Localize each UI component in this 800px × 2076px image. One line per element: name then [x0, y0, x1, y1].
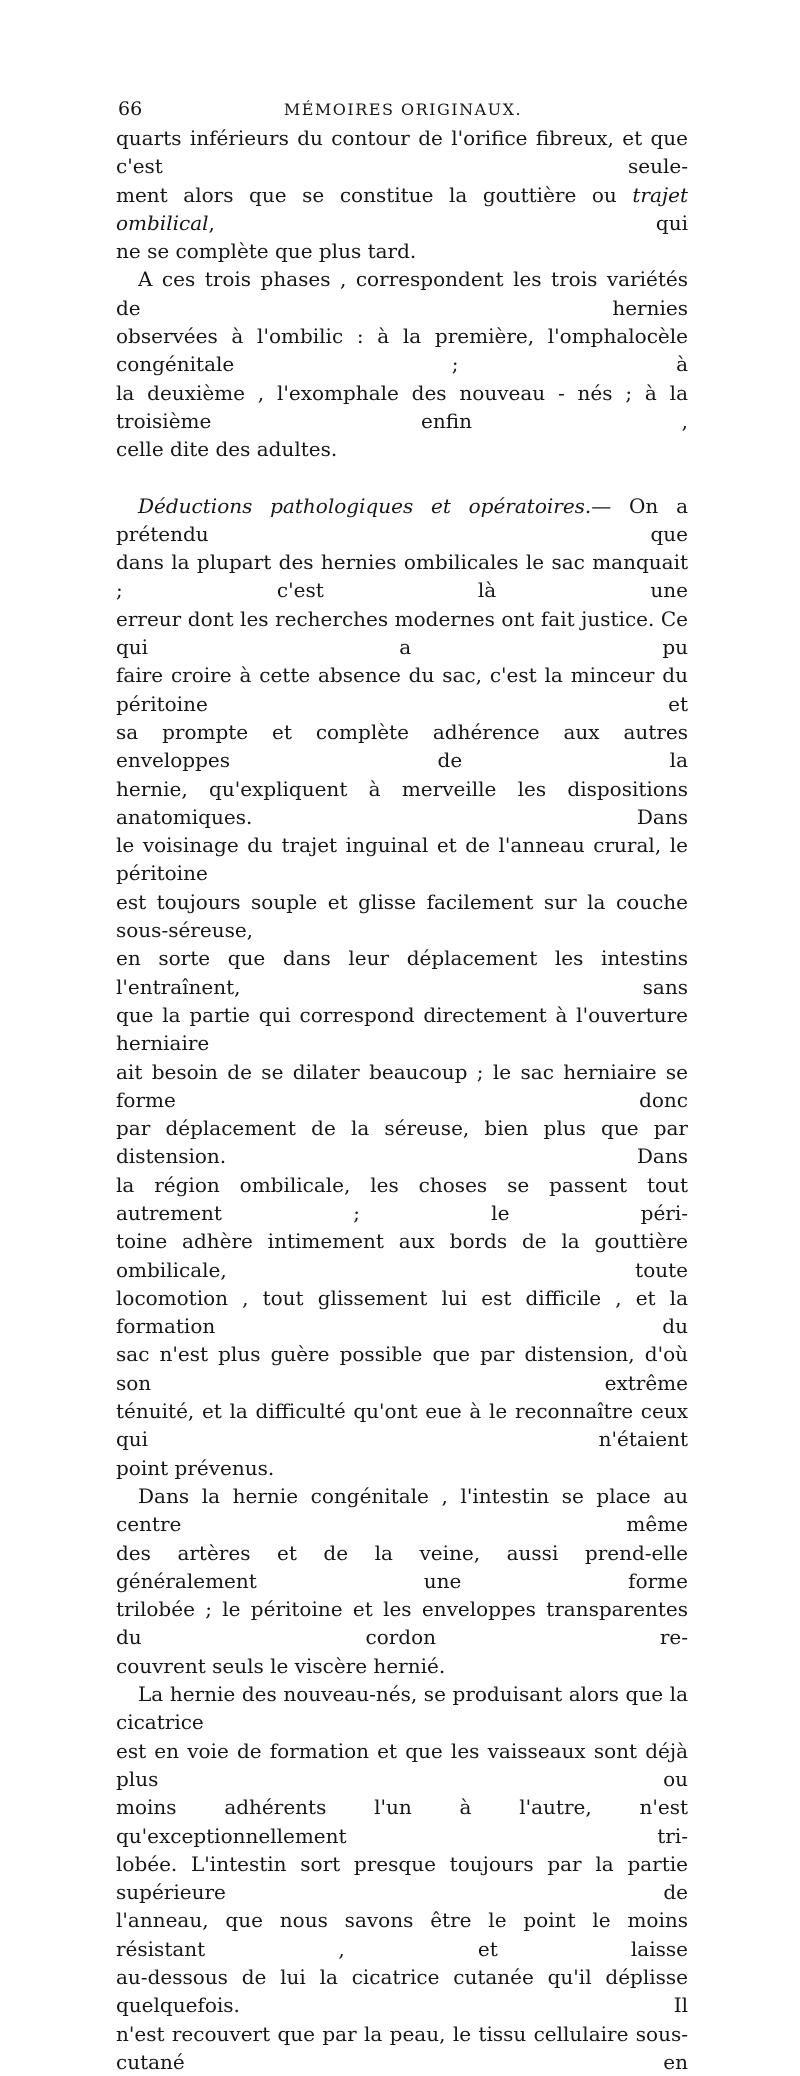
text-line: n'est recouvert que par la peau, le tissu cellulaire sous-cutané en: [116, 2021, 688, 2074]
text-line: quarts inférieurs du contour de l'orifice fibreux, et que c'est seule-: [116, 126, 688, 179]
text-line: hernie, qu'expliquent à merveille les dispositions anatomiques. Dans: [116, 776, 688, 829]
text-line: couvrent seuls le viscère hernié.: [116, 1653, 446, 1678]
paragraph: [116, 1482, 688, 1680]
text-line: Dans la hernie congénitale , l'intestin se place au centre même: [116, 1483, 688, 1537]
body-text: [116, 124, 688, 2076]
section-heading: Déductions pathologiques et opératoires.: [138, 493, 592, 518]
paragraph: [116, 124, 688, 265]
text-line: sac n'est plus guère possible que par distension, d'où son extrême: [116, 1342, 688, 1395]
text-line: celle dite des adultes.: [116, 437, 338, 462]
text-line: est toujours souple et glisse facilement sur la couche sous-séreuse,: [116, 889, 688, 943]
text-line: observées à l'ombilic : à la première, l'omphalocèle congénitale ; à: [116, 324, 688, 377]
text-line: trilobée ; le péritoine et les enveloppes transparentes du cordon re-: [116, 1597, 688, 1650]
text-run: , qui: [208, 210, 688, 235]
text-line: la deuxième , l'exomphale des nouveau - nés ; à la troisième enfin ,: [116, 380, 688, 433]
text-line: point prévenus.: [116, 1455, 275, 1480]
text-line: dans la plupart des hernies ombilicales le sac manquait ; c'est là une: [116, 550, 688, 603]
page-number: 66: [118, 98, 143, 120]
italic-term: trajet ombilical: [116, 182, 688, 235]
text-line: lobée. L'intestin sort presque toujours par la partie supérieure de: [116, 1851, 688, 1905]
text-line: faire croire à cette absence du sac, c'est la minceur du péritoine et: [116, 663, 688, 716]
text-line: toine adhère intimement aux bords de la gouttière ombilicale, toute: [116, 1229, 688, 1282]
text-line: ne se complète que plus tard.: [116, 239, 417, 264]
text-line: ténuité, et la difficulté qu'ont eue à le reconnaître ceux qui n'étaient: [116, 1399, 688, 1452]
text-line: par déplacement de la séreuse, bien plus que par distension. Dans: [116, 1116, 688, 1169]
text-line: locomotion , tout glissement lui est difficile , et la formation du: [116, 1285, 688, 1339]
text-line: sa prompte et complète adhérence aux autres enveloppes de la: [116, 719, 688, 773]
text-line: ait besoin de se dilater beaucoup ; le sac herniaire se forme donc: [116, 1059, 688, 1112]
text-line: A ces trois phases , correspondent les trois variétés de hernies: [116, 267, 688, 320]
text-line: [116, 181, 688, 238]
text-line: est en voie de formation et que les vaisseaux sont déjà plus ou: [116, 1738, 688, 1791]
text-line: des artères et de la veine, aussi prend-elle généralement une forme: [116, 1540, 688, 1593]
paragraph: [116, 265, 688, 463]
page-header: [118, 98, 688, 126]
text-line: la région ombilicale, les choses se passent tout autrement ; le péri-: [116, 1172, 688, 1225]
text-line: [116, 492, 688, 549]
paragraph: [116, 1680, 688, 2076]
text-line: le voisinage du trajet inguinal et de l'anneau crural, le péritoine: [116, 833, 688, 886]
paragraph: [116, 492, 688, 1482]
text-run: — On a prétendu que: [116, 493, 688, 546]
text-line: en sorte que dans leur déplacement les intestins l'entraînent, sans: [116, 946, 688, 999]
text-line: au-dessous de lui la cicatrice cutanée qu'il déplisse quelquefois. Il: [116, 1965, 688, 2018]
text-run: ment alors que se constitue la gouttière ou: [116, 182, 617, 207]
text-line: La hernie des nouveau-nés, se produisant alors que la cicatrice: [116, 1682, 688, 1735]
running-title: MÉMOIRES ORIGINAUX.: [283, 100, 523, 119]
text-line: l'anneau, que nous savons être le point le moins résistant , et laisse: [116, 1908, 688, 1961]
text-line: que la partie qui correspond directement à l'ouverture herniaire: [116, 1002, 688, 1056]
text-line: erreur dont les recherches modernes ont fait justice. Ce qui a pu: [116, 606, 688, 660]
text-line: moins adhérents l'un à l'autre, n'est qu'exceptionnellement tri-: [116, 1795, 688, 1848]
